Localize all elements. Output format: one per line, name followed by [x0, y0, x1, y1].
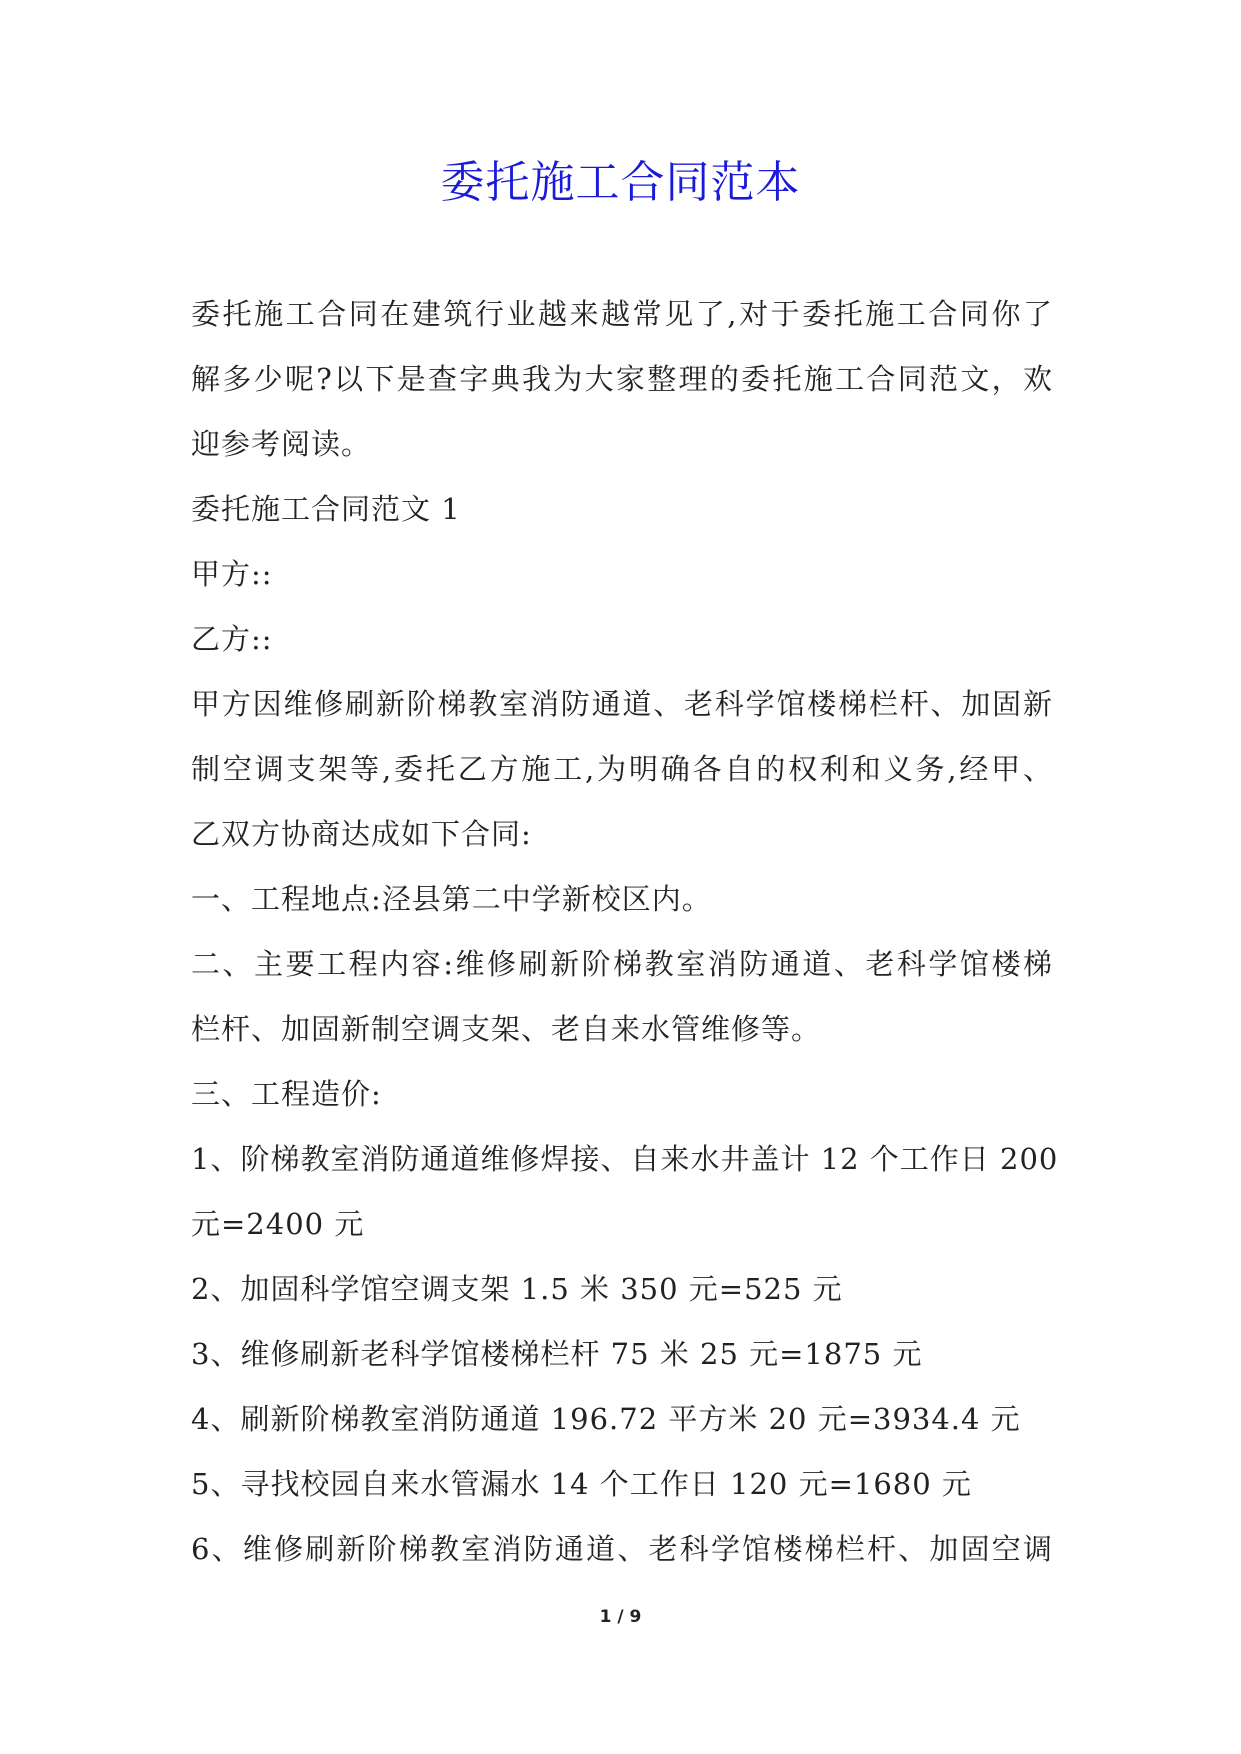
paragraph-line: 制空调支架等,委托乙方施工,为明确各自的权利和义务,经甲、 [191, 752, 1053, 786]
document-title: 委托施工合同范本 [440, 157, 801, 208]
cost-item-line: 3、维修刷新老科学馆楼梯栏杆 75 米 25 元=1875 元 [191, 1337, 923, 1371]
paragraph-line: 迎参考阅读。 [191, 427, 372, 461]
cost-item-line: 1、阶梯教室消防通道维修焊接、自来水井盖计 12 个工作日 200 [191, 1142, 1059, 1176]
cost-item-line: 6、维修刷新阶梯教室消防通道、老科学馆楼梯栏杆、加固空调 [191, 1532, 1053, 1566]
cost-item-line: 2、加固科学馆空调支架 1.5 米 350 元=525 元 [191, 1272, 843, 1306]
party-b-line: 乙方:: [191, 622, 273, 656]
paragraph-line: 解多少呢?以下是查字典我为大家整理的委托施工合同范文，欢 [191, 362, 1053, 396]
cost-item-line: 4、刷新阶梯教室消防通道 196.72 平方米 20 元=3934.4 元 [191, 1402, 1021, 1436]
paragraph-line: 甲方因维修刷新阶梯教室消防通道、老科学馆楼梯栏杆、加固新 [191, 687, 1053, 721]
section-heading: 委托施工合同范文 1 [191, 492, 461, 526]
cost-item-line: 5、寻找校园自来水管漏水 14 个工作日 120 元=1680 元 [191, 1467, 972, 1501]
paragraph-line: 委托施工合同在建筑行业越来越常见了,对于委托施工合同你了 [191, 297, 1053, 331]
cost-item-line: 元=2400 元 [191, 1207, 365, 1241]
party-a-line: 甲方:: [191, 557, 273, 591]
clause-line: 栏杆、加固新制空调支架、老自来水管维修等。 [191, 1012, 822, 1046]
clause-line: 一、工程地点:泾县第二中学新校区内。 [191, 882, 712, 916]
paragraph-line: 乙双方协商达成如下合同: [191, 817, 532, 851]
clause-line: 三、工程造价: [191, 1077, 382, 1111]
clause-line: 二、主要工程内容:维修刷新阶梯教室消防通道、老科学馆楼梯 [191, 947, 1053, 981]
document-body [191, 282, 1059, 1582]
page-number: 1 / 9 [599, 1607, 642, 1627]
